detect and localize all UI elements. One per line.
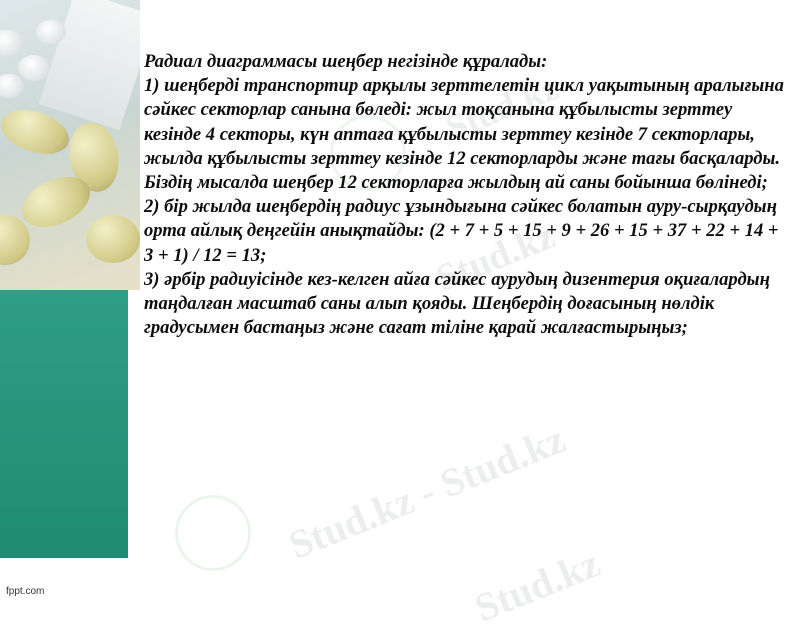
yellow-pill: [0, 215, 30, 265]
white-pill: [0, 30, 24, 56]
green-accent-band: [0, 290, 128, 558]
step-3: 3) әрбір радиуісінде кез-келген айға сәйкес аурудың дизентерия оқиғалардың таңдалған масштаб саны алып қояды. Шеңбердің доғасының нөлдік градусымен бастаңыз және сағат тіліне қарай жалғастырыңыз;: [144, 268, 770, 339]
white-pill: [0, 74, 24, 98]
yellow-pill: [86, 215, 140, 263]
intro-line: Радиал диаграммасы шеңбер негізінде құралады:: [144, 51, 548, 72]
watermark-text: Stud.kz: [430, 214, 561, 300]
slide-text: [144, 50, 786, 340]
step-2: 2) бір жылда шеңбердің радиус ұзындығына сәйкес болатын ауру-сырқаудың орта айлық деңгейін анықтайды: (2 + 7 + 5 + 15 + 9 + 26 + 15 + 37 + 22 + 14 + 3 + 1) / 12 = 13;: [144, 196, 779, 266]
step-1: 1) шеңберді транспортир арқылы зерттелетін цикл уақытының аралығына сәйкес секторлар санына бөледі: жыл тоқсанына құбылысты зерттеу кезінде 4 секторы, күн аптаға құбылысты зерттеу кезінде 7 секторлары, жылда құбылысты зерттеу кезінде 12 секторларды және тағы басқаларды. Біздің мысалда шеңбер 12 секторларға жылдың ай саны бойынша бөлінеді;: [144, 75, 784, 194]
pills-photo: [0, 0, 140, 290]
watermark-text: Stud.kz: [468, 540, 606, 631]
watermark-logo: [175, 495, 251, 571]
white-pill: [18, 55, 50, 81]
watermark-text: Stud.kz: [440, 67, 564, 149]
fppt-credit: fppt.com: [6, 586, 45, 597]
watermark-text: Stud.kz - Stud.kz: [282, 416, 572, 568]
white-pill: [36, 20, 66, 44]
